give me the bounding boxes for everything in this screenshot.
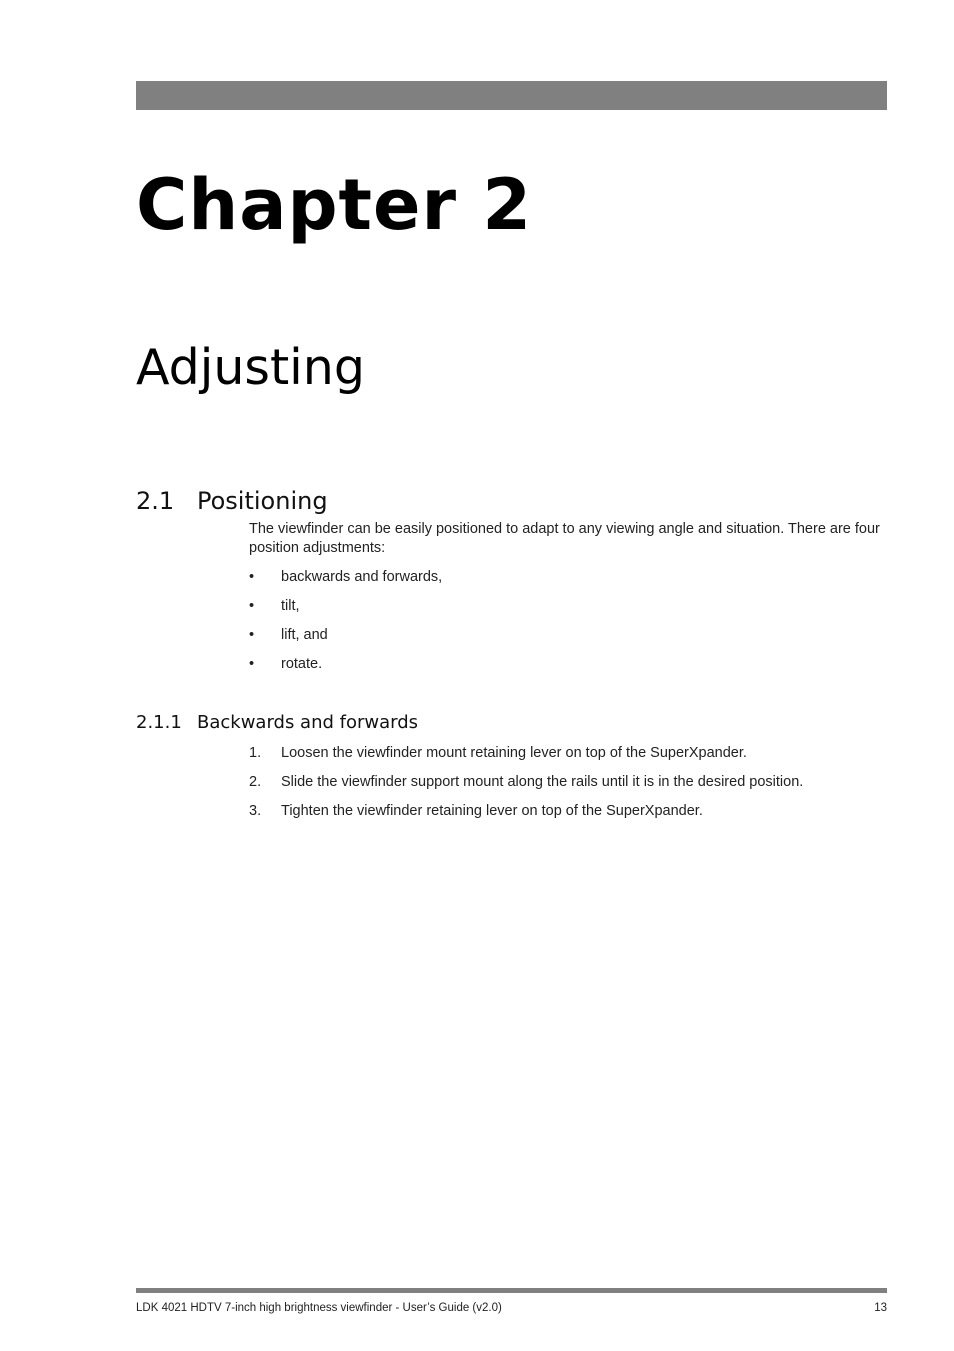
bullet-marker: • (249, 627, 255, 643)
chapter-subtitle: Adjusting (136, 339, 365, 396)
step-number: 3. (249, 803, 262, 819)
list-item-text: lift, and (281, 627, 328, 643)
list-item-text: backwards and forwards, (281, 569, 443, 585)
page-number: 13 (874, 1302, 887, 1314)
bullet-marker: • (249, 569, 255, 585)
list-item (249, 655, 887, 674)
section-intro-paragraph: The viewfinder can be easily positioned to adapt to any viewing angle and situation. There are four position adjustments: (249, 521, 880, 556)
step-text: Tighten the viewfinder retaining lever on top of the SuperXpander. (281, 803, 703, 819)
list-item (249, 626, 887, 645)
footer-document-title: LDK 4021 HDTV 7-inch high brightness viewfinder - User’s Guide (v2.0) (136, 1302, 502, 1314)
list-item (249, 568, 887, 587)
position-adjustments-list (249, 568, 887, 684)
list-item (249, 597, 887, 616)
list-item-text: tilt, (281, 598, 300, 614)
section-number: 2.1 (136, 487, 175, 515)
subsection-number: 2.1.1 (136, 712, 182, 733)
header-rule-bar (136, 81, 887, 110)
procedure-steps-list (249, 744, 887, 831)
step-number: 2. (249, 774, 262, 790)
step-text: Slide the viewfinder support mount along the rails until it is in the desired position. (281, 774, 804, 790)
step-text: Loosen the viewfinder mount retaining lever on top of the SuperXpander. (281, 745, 747, 761)
step-item (249, 802, 887, 821)
section-title: Positioning (197, 487, 328, 515)
section-heading-positioning (136, 486, 328, 516)
bullet-marker: • (249, 656, 255, 672)
subsection-heading-backwards-forwards (136, 711, 418, 735)
bullet-marker: • (249, 598, 255, 614)
step-item (249, 744, 887, 763)
step-item (249, 773, 887, 792)
chapter-title: Chapter 2 (136, 164, 533, 246)
list-item-text: rotate. (281, 656, 323, 672)
footer-rule-bar (136, 1288, 887, 1293)
subsection-title: Backwards and forwards (197, 712, 419, 733)
step-number: 1. (249, 745, 262, 761)
